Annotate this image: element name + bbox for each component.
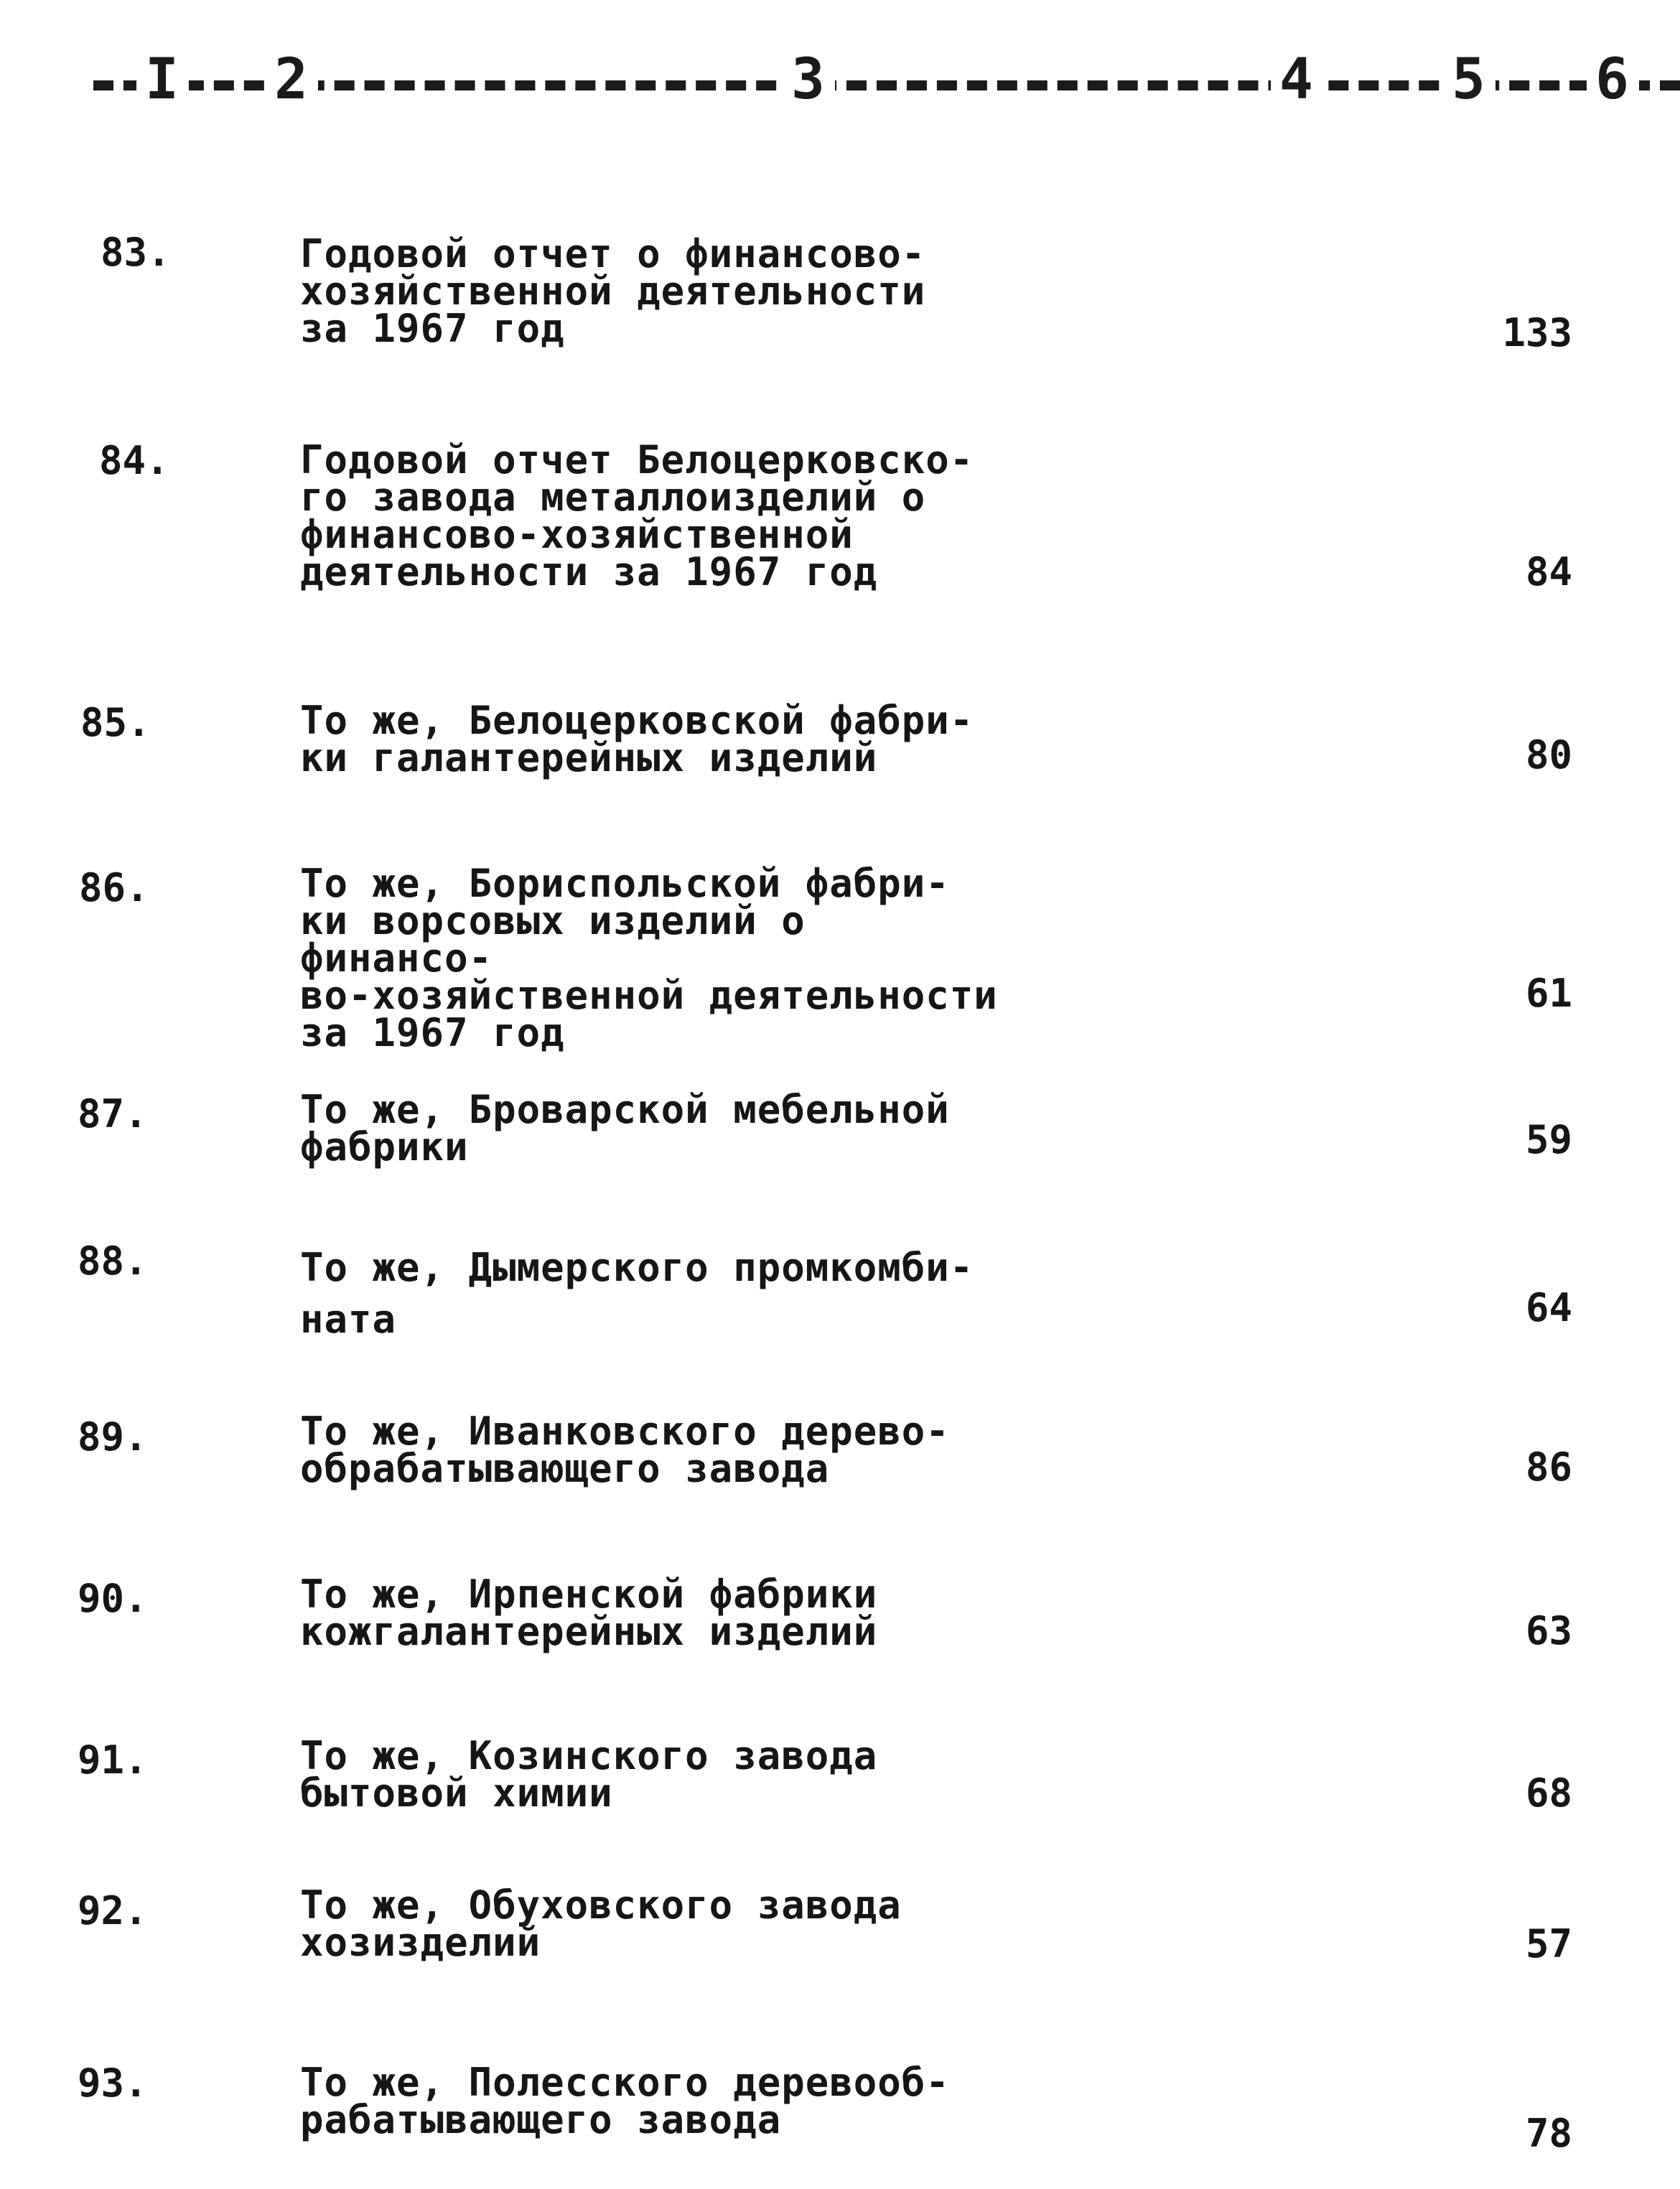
entry-title: То же, Бориспольской фабри- ки ворсовых изделий о финансо- во-хозяйственной деятельности за 1967 год: [300, 861, 998, 1055]
entry-title: То же, Дымерского промкомби- ната: [300, 1245, 974, 1342]
column-number-3: 3: [783, 47, 835, 112]
header-dashed-rule: [93, 80, 1680, 90]
entry-number: 86.: [79, 865, 149, 910]
column-number-5: 5: [1443, 47, 1495, 112]
column-number-1: I: [136, 47, 189, 112]
column-number-header: [93, 47, 1680, 112]
entry-title: То же, Белоцерковской фабри- ки галантерейных изделий: [300, 698, 974, 780]
entry-page-count: 61: [1525, 971, 1572, 1016]
entry-number: 92.: [78, 1888, 148, 1933]
entry-page-count: 57: [1525, 1921, 1572, 1966]
entry-page-count: 78: [1525, 2111, 1572, 2156]
entry-title: Годовой отчет о финансово- хозяйственной деятельности за 1967 год: [300, 231, 926, 351]
entry-number: 90.: [78, 1576, 148, 1621]
entry-title: То же, Обуховского завода хозизделий: [300, 1882, 902, 1965]
entry-title: То же, Ирпенской фабрики кожгалантерейных изделий: [300, 1572, 878, 1654]
entry-title: То же, Броварской мебельной фабрики: [300, 1087, 950, 1170]
entry-page-count: 84: [1525, 549, 1572, 594]
entry-number: 88.: [78, 1238, 148, 1284]
entry-number: 89.: [78, 1414, 148, 1460]
entry-number: 93.: [78, 2060, 148, 2106]
entry-title: То же, Иванковского дерево- обрабатывающего завода: [300, 1409, 950, 1491]
entry-title: То же, Козинского завода бытовой химии: [300, 1733, 878, 1816]
entry-page-count: 68: [1525, 1770, 1572, 1816]
entry-number: 85.: [80, 700, 151, 745]
entry-title: Годовой отчет Белоцерковско- го завода металлоизделий о финансово-хозяйственной деятельности за 1967 год: [300, 437, 974, 594]
entry-page-count: 80: [1525, 732, 1572, 778]
entry-number: 91.: [78, 1737, 148, 1783]
entry-page-count: 59: [1525, 1117, 1572, 1162]
entry-page-count: 133: [1502, 310, 1572, 355]
entry-number: 83.: [101, 230, 171, 275]
column-number-2: 2: [266, 47, 318, 112]
entry-number: 87.: [78, 1091, 148, 1136]
entry-page-count: 64: [1525, 1285, 1572, 1330]
column-number-6: 6: [1587, 47, 1639, 112]
entry-title: То же, Полесского деревооб- рабатывающего завода: [300, 2060, 950, 2142]
entry-page-count: 86: [1525, 1444, 1572, 1490]
entry-number: 84.: [99, 438, 169, 483]
column-number-4: 4: [1271, 47, 1323, 112]
entry-page-count: 63: [1525, 1608, 1572, 1653]
